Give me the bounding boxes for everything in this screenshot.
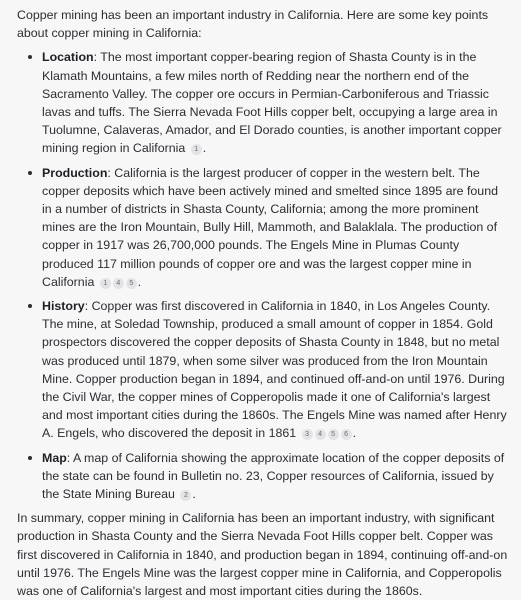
point-term: Map xyxy=(42,450,67,465)
sentence-end: . xyxy=(137,274,142,289)
key-points-list xyxy=(17,48,509,503)
citation-badge[interactable]: 5 xyxy=(126,278,137,289)
point-text: : California is the largest producer of copper in the western belt. The copper deposits which have been actively mined and smelted since 1895 are found in a number of districts in Shasta County, California; among the more prominent mines are the Iron Mountain, Bully Hill, Mammoth, and Balaklala. The production of copper in 1917 was 26,700,000 pounds. The Engels Mine in Plumas County produced 117 million pounds of copper ore and was the largest copper mine in California xyxy=(42,165,498,289)
list-item-production xyxy=(17,164,509,291)
summary-paragraph: In summary, copper mining in California has been an important industry, with significant production in Shasta County and the Sierra Nevada Foot Hills copper belt. Copper was first discovered in California in 1840, and production began in 1894, continuing off-and-on until 1976. The Engels Mine was the largest copper mine in California, and Copperopolis was one of California's largest and most important cities during the 1860s. xyxy=(17,511,508,599)
citation-group xyxy=(98,275,141,289)
citation-badge[interactable]: 5 xyxy=(328,429,339,440)
citation-badge[interactable]: 1 xyxy=(191,144,202,155)
citation-badge[interactable]: 2 xyxy=(180,490,191,501)
citation-badge[interactable]: 4 xyxy=(113,278,124,289)
list-item-history xyxy=(17,297,509,443)
intro-paragraph: Copper mining has been an important industry in California. Here are some key points about copper mining in California: xyxy=(17,8,489,41)
point-text: : A map of California showing the approximate location of the copper deposits of the state can be found in Bulletin no. 23, Copper resources of California, issued by the State Mining Bureau xyxy=(42,450,505,502)
point-term: Production xyxy=(42,165,108,180)
list-item-map xyxy=(17,449,509,504)
list-item-location xyxy=(17,48,509,157)
citation-badge[interactable]: 1 xyxy=(100,278,111,289)
sentence-end: . xyxy=(352,426,357,441)
citation-group xyxy=(300,426,356,440)
sentence-end: . xyxy=(202,141,207,156)
point-text: : The most important copper-bearing region of Shasta County is in the Klamath Mountains, a few miles north of Redding near the northern end of the Sacramento Valley. The copper ore occurs in Permian-Carboniferous and Triassic lavas and tuffs. The Sierra Nevada Foot Hills copper belt, occupying a large area in Tuolumne, Calaveras, Amador, and El Dorado counties, is another important copper mining region in California xyxy=(42,50,502,156)
citation-group xyxy=(178,487,195,501)
sentence-end: . xyxy=(192,487,196,502)
citation-group xyxy=(189,141,206,155)
citation-badge[interactable]: 4 xyxy=(315,429,326,440)
point-text: : Copper was first discovered in California in 1840, in Los Angeles County. The mine, at Soledad Township, produced a small amount of copper in 1854. Gold prospectors discovered the copper deposits of Shasta County in 1848, but no metal was produced until 1879, when some silver was produced from the Iron Mountain Mine. Copper production began in 1894, and continued off-and-on until 1976. During the Civil War, the copper mines of Copperopolis made it one of California's largest and most important cities during the 1860s. The Engels Mine was named after Henry A. Engels, who discovered the deposit in 1861 xyxy=(42,299,507,441)
point-term: History xyxy=(42,299,85,314)
citation-badge[interactable]: 3 xyxy=(302,429,313,440)
point-term: Location xyxy=(42,50,94,65)
citation-badge[interactable]: 6 xyxy=(341,429,352,440)
